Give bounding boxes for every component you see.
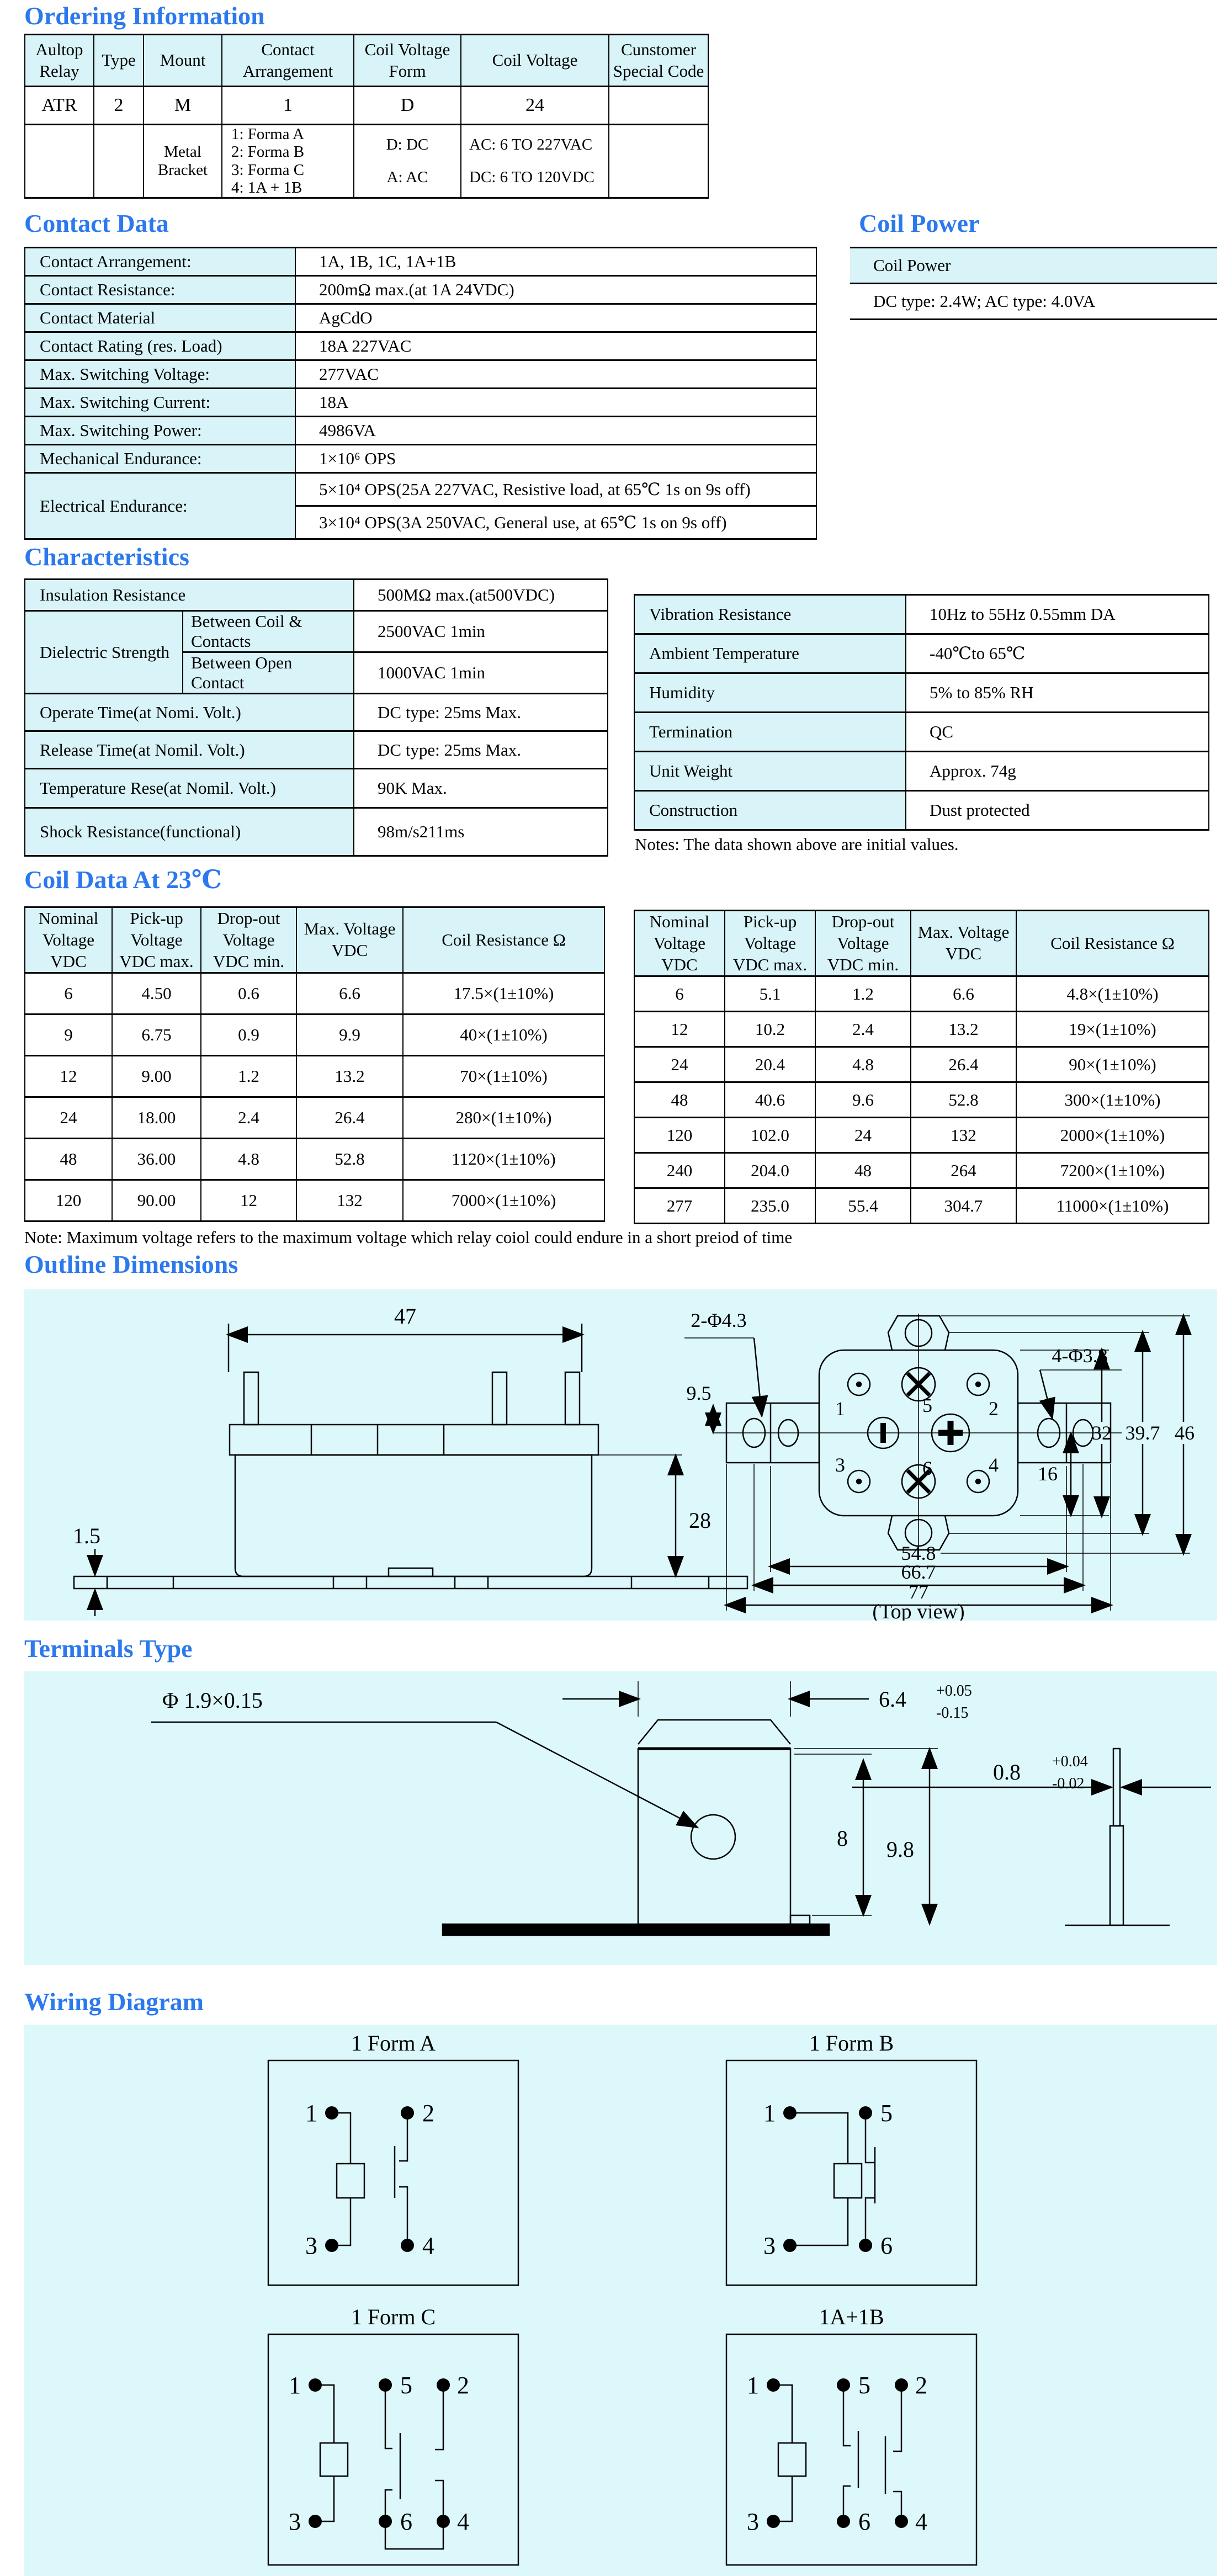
row-value: AgCdO bbox=[295, 304, 816, 332]
table-cell: 2.4 bbox=[815, 1012, 911, 1047]
row-label: Shock Resistance(functional) bbox=[25, 808, 354, 856]
table-row bbox=[25, 87, 708, 125]
section-title-outline: Outline Dimensions bbox=[24, 1250, 238, 1278]
table-cell: 24 bbox=[461, 87, 609, 125]
terminals-type-figure bbox=[24, 1671, 1217, 1965]
table-cell: 20.4 bbox=[725, 1047, 815, 1082]
coil-data-note: Note: Maximum voltage refers to the maximum voltage which relay coiol could endure in a short preiod of time bbox=[24, 1228, 793, 1247]
table-cell: 300×(1±10%) bbox=[1016, 1082, 1209, 1118]
table-cell: 70×(1±10%) bbox=[403, 1056, 604, 1097]
dim-label-4-d38: 4-Φ3.8 bbox=[1052, 1345, 1108, 1367]
table-row bbox=[634, 634, 1209, 673]
table-cell: 9.6 bbox=[815, 1082, 911, 1118]
table-cell: 17.5×(1±10%) bbox=[403, 973, 604, 1015]
row-value: 1A, 1B, 1C, 1A+1B bbox=[295, 248, 816, 276]
table-row bbox=[25, 580, 608, 611]
table-row bbox=[634, 1047, 1209, 1082]
row-sublabel: Between Coil & Contacts bbox=[183, 611, 354, 652]
dim-label-9-8: 9.8 bbox=[886, 1837, 914, 1862]
dim-label-77: 77 bbox=[909, 1581, 928, 1603]
table-row bbox=[25, 473, 816, 506]
table-cell: 235.0 bbox=[725, 1188, 815, 1224]
table-cell: 120 bbox=[634, 1118, 725, 1153]
coil-data-table-right bbox=[634, 910, 1209, 1224]
tolerance-label: -0.02 bbox=[1052, 1775, 1085, 1792]
row-label: Electrical Endurance: bbox=[25, 473, 295, 539]
terminal-number: 6 bbox=[922, 1457, 932, 1479]
terminal-number: 1 bbox=[835, 1398, 845, 1420]
blade-spec-label: Φ 1.9×0.15 bbox=[162, 1688, 263, 1713]
table-cell: 2 bbox=[94, 87, 144, 125]
table-cell: 7200×(1±10%) bbox=[1016, 1153, 1209, 1188]
table-cell: 9.00 bbox=[112, 1056, 201, 1097]
top-view-caption: (Top view) bbox=[872, 1600, 965, 1621]
table-cell: 24 bbox=[815, 1118, 911, 1153]
table-cell: 277 bbox=[634, 1188, 725, 1224]
table-row bbox=[25, 332, 816, 360]
terminal-number: 6 bbox=[880, 2232, 893, 2259]
wiring-diagram-title: 1 Form A bbox=[351, 2031, 436, 2056]
row-value: 1×10⁶ OPS bbox=[295, 445, 816, 473]
section-title-terminals: Terminals Type bbox=[24, 1634, 193, 1663]
header-cell: Max. Voltage VDC bbox=[911, 911, 1016, 976]
header-cell: Max. Voltage VDC bbox=[296, 907, 403, 973]
coil-data-table-left bbox=[24, 906, 605, 1222]
table-cell: 1120×(1±10%) bbox=[403, 1139, 604, 1180]
table-cell: 7000×(1±10%) bbox=[403, 1180, 604, 1221]
terminal-number: 3 bbox=[305, 2232, 317, 2259]
table-cell: 9 bbox=[25, 1015, 112, 1056]
row-value: 500MΩ max.(at500VDC) bbox=[354, 580, 608, 611]
table-row bbox=[25, 276, 816, 304]
coil-power-table bbox=[850, 247, 1217, 320]
row-label: Construction bbox=[634, 791, 906, 830]
terminal-number: 4 bbox=[989, 1454, 999, 1476]
wiring-diagram-title: 1A+1B bbox=[819, 2304, 884, 2329]
contact-data-table bbox=[24, 247, 817, 540]
row-label: Contact Resistance: bbox=[25, 276, 295, 304]
row-label: Max. Switching Power: bbox=[25, 417, 295, 445]
row-value: -40℃to 65℃ bbox=[906, 634, 1209, 673]
table-row bbox=[25, 1097, 604, 1139]
terminal-number: 2 bbox=[422, 2100, 434, 2127]
table-cell: 240 bbox=[634, 1153, 725, 1188]
table-cell: D bbox=[354, 87, 461, 125]
table-cell: 26.4 bbox=[296, 1097, 403, 1139]
row-value: 277VAC bbox=[295, 360, 816, 389]
table-cell: 1 bbox=[222, 87, 354, 125]
terminal-number: 2 bbox=[915, 2372, 927, 2399]
table-row bbox=[25, 769, 608, 808]
dim-label-9-5: 9.5 bbox=[686, 1382, 712, 1404]
table-cell: 19×(1±10%) bbox=[1016, 1012, 1209, 1047]
terminal-number: 3 bbox=[835, 1454, 845, 1476]
dim-label-46: 46 bbox=[1175, 1422, 1195, 1444]
row-label: Termination bbox=[634, 713, 906, 752]
table-row bbox=[25, 248, 816, 276]
dim-label-6-4: 6.4 bbox=[879, 1687, 906, 1712]
characteristics-notes: Notes: The data shown above are initial values. bbox=[635, 835, 959, 854]
terminal-number: 1 bbox=[305, 2100, 317, 2127]
relay-top-view bbox=[684, 1314, 1190, 1611]
table-row bbox=[25, 808, 608, 856]
table-cell: 26.4 bbox=[911, 1047, 1016, 1082]
table-row bbox=[634, 595, 1209, 634]
table-row bbox=[25, 731, 608, 769]
row-value: Approx. 74g bbox=[906, 752, 1209, 791]
wiring-diagram-form-a bbox=[267, 2059, 520, 2287]
row-label: Dielectric Strength bbox=[25, 611, 183, 694]
table-cell: 6.75 bbox=[112, 1015, 201, 1056]
dim-label-28: 28 bbox=[689, 1508, 711, 1533]
dim-label-66-7: 66.7 bbox=[901, 1561, 936, 1583]
table-cell: 0.6 bbox=[201, 973, 296, 1015]
table-cell: 280×(1±10%) bbox=[403, 1097, 604, 1139]
dim-label-32: 32 bbox=[1092, 1422, 1112, 1444]
table-cell: 90×(1±10%) bbox=[1016, 1047, 1209, 1082]
table-row bbox=[25, 1180, 604, 1221]
detail-line: DC: 6 TO 120VDC bbox=[469, 168, 594, 186]
table-row bbox=[25, 445, 816, 473]
row-value: DC type: 25ms Max. bbox=[354, 731, 608, 769]
row-value: 18A bbox=[295, 389, 816, 417]
wiring-diagram-form-b bbox=[725, 2059, 978, 2287]
terminal-number: 3 bbox=[763, 2232, 776, 2259]
table-cell: 6 bbox=[25, 973, 112, 1015]
header-cell: Drop-out Voltage VDC min. bbox=[815, 911, 911, 976]
row-value: DC type: 25ms Max. bbox=[354, 694, 608, 731]
terminal-number: 3 bbox=[747, 2508, 759, 2535]
table-cell: 1.2 bbox=[201, 1056, 296, 1097]
detail-line: 4: 1A + 1B bbox=[231, 179, 302, 197]
table-cell: 55.4 bbox=[815, 1188, 911, 1224]
table-cell: 5.1 bbox=[725, 976, 815, 1012]
terminal-blade-drawing bbox=[151, 1681, 1211, 1935]
tolerance-label: +0.04 bbox=[1052, 1753, 1088, 1770]
table-row bbox=[25, 1139, 604, 1180]
table-cell: 12 bbox=[25, 1056, 112, 1097]
row-label: Contact Rating (res. Load) bbox=[25, 332, 295, 360]
table-row bbox=[25, 360, 816, 389]
table-row bbox=[25, 389, 816, 417]
table-row bbox=[25, 35, 708, 87]
table-cell: 10.2 bbox=[725, 1012, 815, 1047]
terminal-number: 1 bbox=[289, 2372, 301, 2399]
dim-label-47: 47 bbox=[394, 1304, 416, 1329]
wiring-diagram-title: 1 Form C bbox=[351, 2304, 436, 2329]
header-cell: Coil Voltage bbox=[461, 35, 609, 87]
detail-line: 3: Forma C bbox=[231, 161, 305, 179]
terminal-number: 4 bbox=[422, 2232, 434, 2259]
terminal-number: 4 bbox=[915, 2508, 927, 2535]
table-row bbox=[25, 417, 816, 445]
table-cell: 12 bbox=[634, 1012, 725, 1047]
table-cell: 24 bbox=[634, 1047, 725, 1082]
row-label: Contact Arrangement: bbox=[25, 248, 295, 276]
row-value: 5% to 85% RH bbox=[906, 673, 1209, 713]
table-cell: 12 bbox=[201, 1180, 296, 1221]
outline-drawing bbox=[24, 1289, 1217, 1621]
table-cell: 11000×(1±10%) bbox=[1016, 1188, 1209, 1224]
dim-label-8: 8 bbox=[837, 1826, 848, 1851]
table-row bbox=[634, 752, 1209, 791]
table-cell: 13.2 bbox=[296, 1056, 403, 1097]
table-cell: Metal Bracket bbox=[144, 125, 222, 198]
table-cell: 264 bbox=[911, 1153, 1016, 1188]
header-cell: Nominal Voltage VDC bbox=[634, 911, 725, 976]
table-cell: 120 bbox=[25, 1180, 112, 1221]
table-cell: 13.2 bbox=[911, 1012, 1016, 1047]
table-cell: 4.8 bbox=[201, 1139, 296, 1180]
table-row bbox=[25, 125, 708, 198]
table-row bbox=[25, 611, 608, 652]
dim-label-2-d43: 2-Φ4.3 bbox=[691, 1309, 747, 1331]
row-label: Mechanical Endurance: bbox=[25, 445, 295, 473]
terminal-number: 2 bbox=[457, 2372, 469, 2399]
table-cell: 24 bbox=[25, 1097, 112, 1139]
table-cell: ATR bbox=[25, 87, 94, 125]
table-cell bbox=[461, 125, 609, 198]
dim-label-39-7: 39.7 bbox=[1125, 1422, 1160, 1444]
coil-symbol bbox=[778, 2443, 806, 2476]
terminal-number: 5 bbox=[880, 2100, 893, 2127]
table-cell: 6 bbox=[634, 976, 725, 1012]
table-row bbox=[634, 911, 1209, 976]
terminals-drawing bbox=[24, 1671, 1217, 1965]
header-cell: Type bbox=[94, 35, 144, 87]
table-cell: 2.4 bbox=[201, 1097, 296, 1139]
table-cell: 4.8 bbox=[815, 1047, 911, 1082]
detail-line: 2: Forma B bbox=[231, 143, 305, 161]
header-cell: Coil Resistance Ω bbox=[403, 907, 604, 973]
row-value: 2500VAC 1min bbox=[354, 611, 608, 652]
wiring-diagram-form-c bbox=[267, 2333, 520, 2567]
detail-line: D: DC bbox=[386, 135, 429, 153]
row-label: Unit Weight bbox=[634, 752, 906, 791]
table-row bbox=[634, 1082, 1209, 1118]
row-label: Coil Power bbox=[850, 248, 1217, 284]
table-cell: 40×(1±10%) bbox=[403, 1015, 604, 1056]
section-title-contact-data: Contact Data bbox=[24, 209, 169, 237]
coil-symbol bbox=[834, 2164, 862, 2198]
section-title-characteristics: Characteristics bbox=[24, 543, 189, 571]
row-value: 200mΩ max.(at 1A 24VDC) bbox=[295, 276, 816, 304]
table-row bbox=[634, 673, 1209, 713]
row-value: 18A 227VAC bbox=[295, 332, 816, 360]
terminal-number: 1 bbox=[763, 2100, 776, 2127]
wiring-diagram-1a1b bbox=[725, 2333, 978, 2567]
table-row bbox=[25, 1056, 604, 1097]
table-cell bbox=[354, 125, 461, 198]
header-cell: Contact Arrangement bbox=[222, 35, 354, 87]
table-cell: M bbox=[144, 87, 222, 125]
table-cell: 18.00 bbox=[112, 1097, 201, 1139]
characteristics-table-right bbox=[634, 594, 1209, 831]
empty-cell bbox=[25, 125, 94, 198]
header-cell: Coil Resistance Ω bbox=[1016, 911, 1209, 976]
row-label: Ambient Temperature bbox=[634, 634, 906, 673]
row-sublabel: Between Open Contact bbox=[183, 652, 354, 694]
table-cell: 52.8 bbox=[296, 1139, 403, 1180]
terminal-number: 5 bbox=[922, 1394, 932, 1416]
wiring-drawing bbox=[24, 2025, 1217, 2576]
wiring-diagram-title: 1 Form B bbox=[809, 2031, 894, 2056]
table-cell: 36.00 bbox=[112, 1139, 201, 1180]
header-cell: Nominal Voltage VDC bbox=[25, 907, 112, 973]
row-value: 10Hz to 55Hz 0.55mm DA bbox=[906, 595, 1209, 634]
table-row bbox=[634, 713, 1209, 752]
table-cell: 40.6 bbox=[725, 1082, 815, 1118]
table-cell: 304.7 bbox=[911, 1188, 1016, 1224]
row-value: 4986VA bbox=[295, 417, 816, 445]
header-cell: Pick-up Voltage VDC max. bbox=[725, 911, 815, 976]
detail-line: 1: Forma A bbox=[231, 125, 305, 143]
row-label: Contact Material bbox=[25, 304, 295, 332]
row-label: Max. Switching Current: bbox=[25, 389, 295, 417]
table-cell: 132 bbox=[911, 1118, 1016, 1153]
header-cell: Coil Voltage Form bbox=[354, 35, 461, 87]
table-row bbox=[25, 973, 604, 1015]
table-row bbox=[634, 791, 1209, 830]
table-row bbox=[634, 1188, 1209, 1224]
empty-cell bbox=[609, 125, 708, 198]
table-cell: 0.9 bbox=[201, 1015, 296, 1056]
terminal-number: 2 bbox=[989, 1398, 999, 1420]
table-cell: 9.9 bbox=[296, 1015, 403, 1056]
dim-label-16: 16 bbox=[1038, 1463, 1058, 1485]
table-cell: 4.50 bbox=[112, 973, 201, 1015]
table-row bbox=[25, 1015, 604, 1056]
row-label: Operate Time(at Nomi. Volt.) bbox=[25, 694, 354, 731]
header-cell: Cunstomer Special Code bbox=[609, 35, 708, 87]
dim-label-54-8: 54.8 bbox=[901, 1542, 936, 1564]
header-cell: Aultop Relay bbox=[25, 35, 94, 87]
terminal-number: 3 bbox=[289, 2508, 301, 2535]
table-cell bbox=[609, 87, 708, 125]
terminal-number: 5 bbox=[858, 2372, 870, 2399]
row-label: Max. Switching Voltage: bbox=[25, 360, 295, 389]
header-cell: Pick-up Voltage VDC max. bbox=[112, 907, 201, 973]
section-title-wiring: Wiring Diagram bbox=[24, 1988, 204, 2016]
detail-line: AC: 6 TO 227VAC bbox=[469, 135, 593, 153]
header-cell: Drop-out Voltage VDC min. bbox=[201, 907, 296, 973]
row-value: DC type: 2.4W; AC type: 4.0VA bbox=[850, 284, 1217, 320]
row-value: Dust protected bbox=[906, 791, 1209, 830]
row-value: 1000VAC 1min bbox=[354, 652, 608, 694]
row-value: 90K Max. bbox=[354, 769, 608, 808]
outline-dimensions-figure bbox=[24, 1289, 1217, 1621]
characteristics-table-left bbox=[24, 578, 608, 857]
table-cell: 52.8 bbox=[911, 1082, 1016, 1118]
table-cell: 132 bbox=[296, 1180, 403, 1221]
terminal-number: 6 bbox=[858, 2508, 870, 2535]
row-value: QC bbox=[906, 713, 1209, 752]
row-label: Temperature Rese(at Nomil. Volt.) bbox=[25, 769, 354, 808]
table-cell: 1.2 bbox=[815, 976, 911, 1012]
row-value: 5×10⁴ OPS(25A 227VAC, Resistive load, at 65℃ 1s on 9s off) bbox=[295, 473, 816, 506]
relay-side-view bbox=[74, 1324, 747, 1616]
section-title-coil-data: Coil Data At 23℃ bbox=[24, 865, 222, 894]
tolerance-label: +0.05 bbox=[936, 1682, 972, 1699]
tolerance-label: -0.15 bbox=[936, 1704, 969, 1722]
terminal-number: 6 bbox=[400, 2508, 412, 2535]
table-cell: 48 bbox=[815, 1153, 911, 1188]
table-row bbox=[25, 304, 816, 332]
ordering-table bbox=[24, 34, 709, 199]
table-cell: 48 bbox=[634, 1082, 725, 1118]
section-title-coil-power: Coil Power bbox=[859, 209, 980, 237]
row-label: Vibration Resistance bbox=[634, 595, 906, 634]
table-cell: 2000×(1±10%) bbox=[1016, 1118, 1209, 1153]
table-row bbox=[634, 1153, 1209, 1188]
coil-symbol bbox=[320, 2443, 348, 2476]
terminal-number: 1 bbox=[747, 2372, 759, 2399]
table-cell: 204.0 bbox=[725, 1153, 815, 1188]
row-label: Release Time(at Nomil. Volt.) bbox=[25, 731, 354, 769]
row-value: 3×10⁴ OPS(3A 250VAC, General use, at 65℃ 1s on 9s off) bbox=[295, 506, 816, 539]
table-cell: 48 bbox=[25, 1139, 112, 1180]
table-cell: 6.6 bbox=[911, 976, 1016, 1012]
header-cell: Mount bbox=[144, 35, 222, 87]
table-row bbox=[25, 907, 604, 973]
dim-label-1-5: 1.5 bbox=[73, 1523, 100, 1548]
coil-symbol bbox=[337, 2164, 364, 2198]
section-title-ordering: Ordering Information bbox=[24, 2, 265, 30]
table-cell: 90.00 bbox=[112, 1180, 201, 1221]
row-label: Insulation Resistance bbox=[25, 580, 354, 611]
table-row bbox=[634, 1118, 1209, 1153]
table-row bbox=[634, 976, 1209, 1012]
row-value: 98m/s211ms bbox=[354, 808, 608, 856]
dim-label-0-8: 0.8 bbox=[993, 1760, 1021, 1784]
detail-line: A: AC bbox=[386, 168, 428, 186]
table-row bbox=[634, 1012, 1209, 1047]
terminal-number: 5 bbox=[400, 2372, 412, 2399]
terminal-number: 4 bbox=[457, 2508, 469, 2535]
table-cell: 6.6 bbox=[296, 973, 403, 1015]
table-cell bbox=[222, 125, 354, 198]
table-cell: 4.8×(1±10%) bbox=[1016, 976, 1209, 1012]
row-label: Humidity bbox=[634, 673, 906, 713]
empty-cell bbox=[94, 125, 144, 198]
table-cell: 102.0 bbox=[725, 1118, 815, 1153]
table-row bbox=[25, 694, 608, 731]
